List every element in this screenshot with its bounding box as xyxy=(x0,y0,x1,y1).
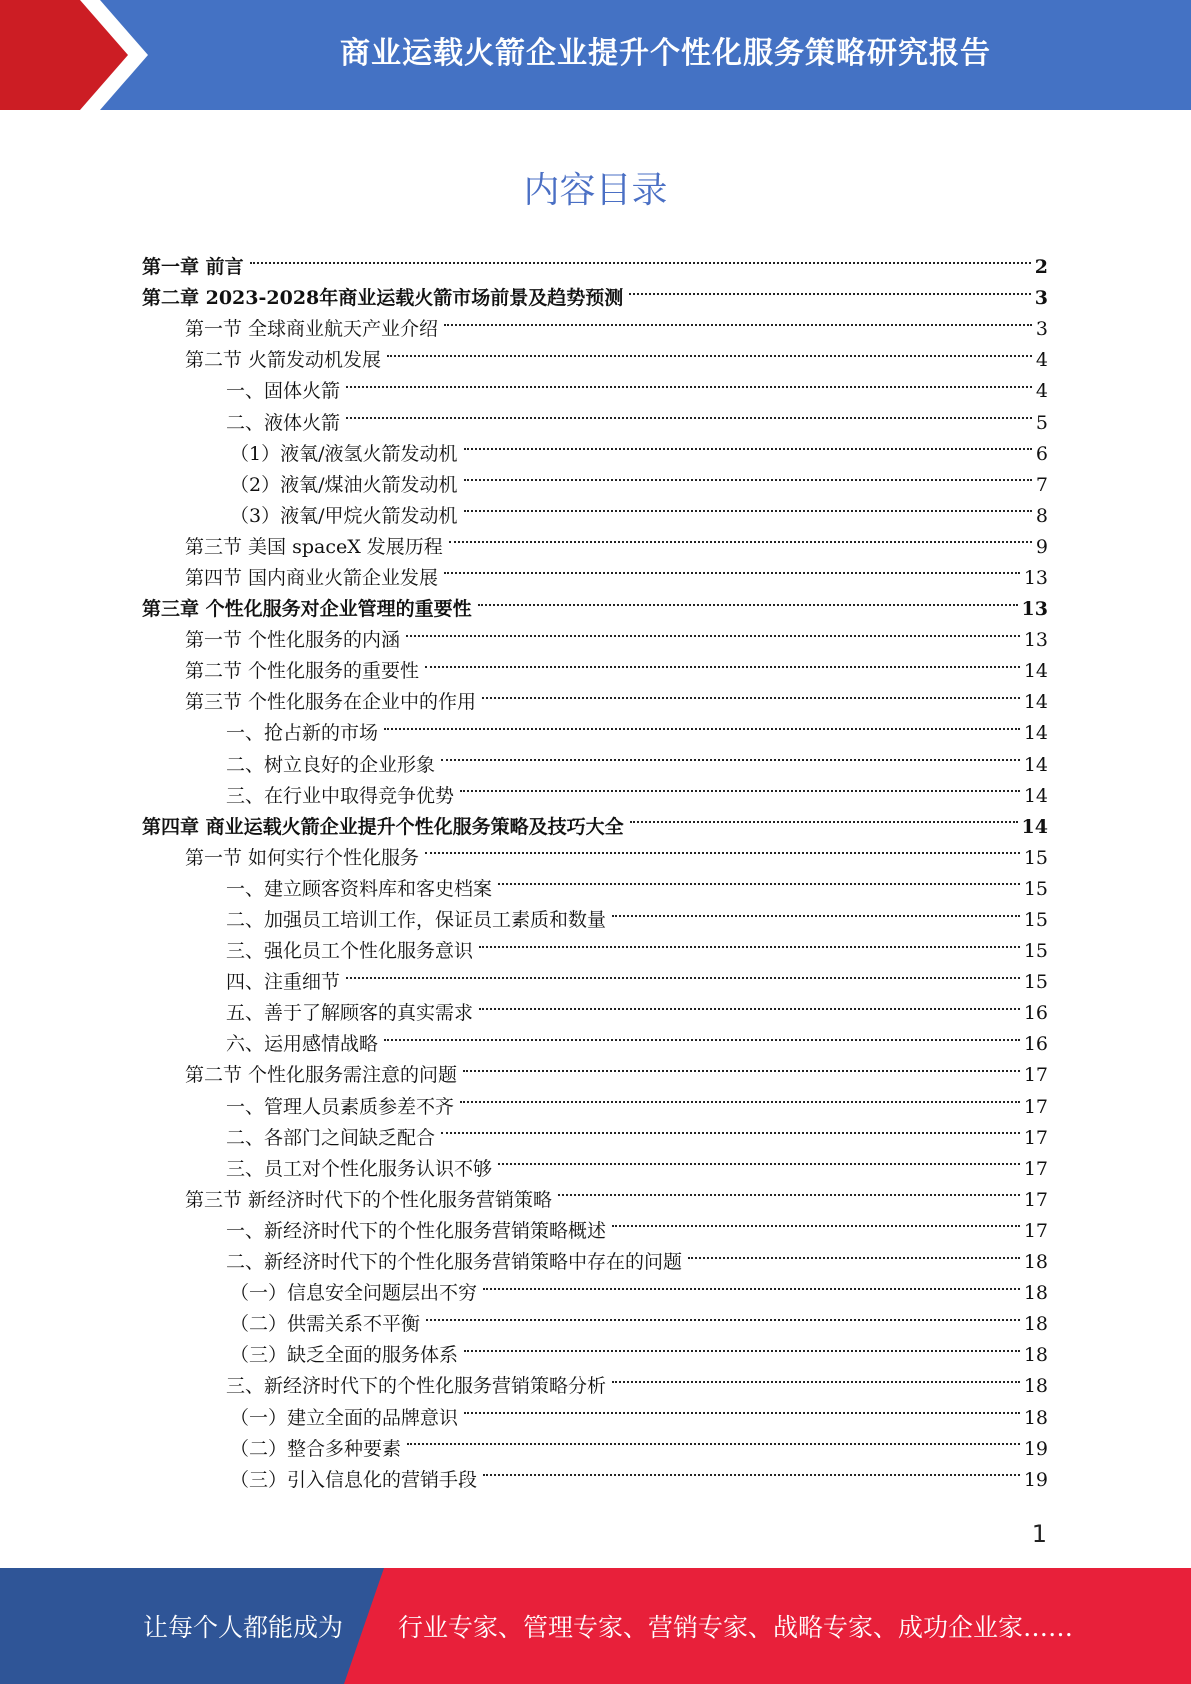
table-of-contents xyxy=(142,252,1048,1496)
toc-entry-page: 13 xyxy=(1023,566,1048,589)
toc-entry-label: 第三章 个性化服务对企业管理的重要性 xyxy=(142,598,472,621)
dot-leader xyxy=(464,1350,1020,1352)
page-footer xyxy=(0,1568,1191,1684)
dot-leader xyxy=(630,821,1018,823)
toc-entry[interactable] xyxy=(142,345,1048,376)
dot-leader xyxy=(612,915,1020,917)
toc-entry[interactable] xyxy=(142,1092,1048,1123)
toc-entry[interactable] xyxy=(142,905,1048,936)
dot-leader xyxy=(444,324,1032,326)
toc-entry-page: 3 xyxy=(1034,287,1048,310)
toc-entry-page: 18 xyxy=(1023,1406,1048,1429)
toc-entry[interactable] xyxy=(142,1154,1048,1185)
toc-entry-page: 8 xyxy=(1035,504,1048,527)
dot-leader xyxy=(482,697,1020,699)
toc-entry[interactable] xyxy=(142,750,1048,781)
dot-leader xyxy=(441,1132,1020,1134)
toc-entry[interactable] xyxy=(142,1309,1048,1340)
toc-entry[interactable] xyxy=(142,1060,1048,1091)
toc-entry[interactable] xyxy=(142,812,1048,843)
toc-entry-page: 13 xyxy=(1023,629,1048,652)
toc-entry[interactable] xyxy=(142,1402,1048,1433)
footer-slogan-left: 让每个人都能成为 xyxy=(143,1613,344,1642)
dot-leader xyxy=(460,1101,1020,1103)
toc-entry-label: 第四节 国内商业火箭企业发展 xyxy=(185,566,439,589)
dot-leader xyxy=(425,852,1020,854)
dot-leader xyxy=(464,510,1032,512)
toc-entry-label: （三）缺乏全面的服务体系 xyxy=(230,1344,459,1367)
toc-entry-label: 第三节 美国 spaceX 发展历程 xyxy=(185,535,443,558)
dot-leader xyxy=(479,1008,1020,1010)
toc-entry-page: 15 xyxy=(1023,909,1048,932)
toc-entry-label: 第二节 个性化服务的重要性 xyxy=(185,660,420,683)
toc-entry-page: 18 xyxy=(1023,1251,1048,1274)
footer-slogan-right: 行业专家、管理专家、营销专家、战略专家、成功企业家…… xyxy=(398,1613,1074,1642)
toc-entry-page: 6 xyxy=(1035,442,1048,465)
dot-leader xyxy=(346,417,1032,419)
toc-entry-label: 一、建立顾客资料库和客史档案 xyxy=(226,877,493,900)
dot-leader xyxy=(250,262,1031,264)
dot-leader xyxy=(346,386,1032,388)
dot-leader xyxy=(425,666,1020,668)
toc-entry[interactable] xyxy=(142,407,1048,438)
page-number: 1 xyxy=(1031,1520,1047,1548)
toc-entry-page: 4 xyxy=(1035,380,1048,403)
toc-entry-page: 17 xyxy=(1023,1064,1048,1087)
toc-entry-page: 15 xyxy=(1023,971,1048,994)
toc-entry-label: 一、固体火箭 xyxy=(226,380,341,403)
dot-leader xyxy=(478,604,1018,606)
dot-leader xyxy=(449,541,1032,543)
toc-entry[interactable] xyxy=(142,314,1048,345)
toc-entry-page: 2 xyxy=(1034,256,1048,279)
toc-entry-page: 15 xyxy=(1023,877,1048,900)
toc-entry-page: 18 xyxy=(1023,1282,1048,1305)
toc-entry[interactable] xyxy=(142,1434,1048,1465)
toc-entry-label: 第三节 新经济时代下的个性化服务营销策略 xyxy=(185,1188,553,1211)
toc-entry-page: 14 xyxy=(1021,815,1048,838)
page-header xyxy=(0,0,1191,110)
toc-entry-label: 二、新经济时代下的个性化服务营销策略中存在的问题 xyxy=(226,1251,683,1274)
toc-entry-label: 一、新经济时代下的个性化服务营销策略概述 xyxy=(226,1219,607,1242)
toc-entry[interactable] xyxy=(142,563,1048,594)
toc-entry-page: 7 xyxy=(1035,473,1048,496)
dot-leader xyxy=(384,1039,1020,1041)
toc-entry-page: 17 xyxy=(1023,1219,1048,1242)
toc-entry-label: 四、注重细节 xyxy=(226,971,341,994)
dot-leader xyxy=(498,883,1020,885)
toc-entry-page: 14 xyxy=(1023,691,1048,714)
dot-leader xyxy=(387,355,1032,357)
toc-entry[interactable] xyxy=(142,532,1048,563)
toc-entry-page: 14 xyxy=(1023,722,1048,745)
toc-entry[interactable] xyxy=(142,967,1048,998)
dot-leader xyxy=(426,1319,1020,1321)
toc-entry[interactable] xyxy=(142,439,1048,470)
toc-entry-page: 9 xyxy=(1035,535,1048,558)
toc-entry-label: 二、树立良好的企业形象 xyxy=(226,753,436,776)
toc-entry-label: 五、善于了解顾客的真实需求 xyxy=(226,1002,474,1025)
dot-leader xyxy=(483,1288,1020,1290)
toc-entry-page: 17 xyxy=(1023,1157,1048,1180)
toc-entry-label: 第二章 2023-2028年商业运载火箭市场前景及趋势预测 xyxy=(142,287,624,310)
dot-leader xyxy=(612,1381,1020,1383)
toc-entry-label: 第四章 商业运载火箭企业提升个性化服务策略及技巧大全 xyxy=(142,815,624,838)
dot-leader xyxy=(688,1257,1020,1259)
toc-entry-page: 5 xyxy=(1035,411,1048,434)
toc-title: 内容目录 xyxy=(523,170,668,211)
toc-entry-page: 14 xyxy=(1023,660,1048,683)
report-title: 商业运载火箭企业提升个性化服务策略研究报告 xyxy=(340,36,991,71)
toc-entry[interactable] xyxy=(142,1247,1048,1278)
toc-entry-label: 第一节 全球商业航天产业介绍 xyxy=(185,318,439,341)
toc-entry-label: （二）供需关系不平衡 xyxy=(230,1313,421,1336)
toc-entry[interactable] xyxy=(142,594,1048,625)
toc-entry-label: 三、强化员工个性化服务意识 xyxy=(226,940,474,963)
toc-entry-label: 三、新经济时代下的个性化服务营销策略分析 xyxy=(226,1375,607,1398)
toc-entry-page: 3 xyxy=(1035,318,1048,341)
dot-leader xyxy=(346,977,1020,979)
toc-entry-label: 第一节 个性化服务的内涵 xyxy=(185,629,401,652)
toc-entry[interactable] xyxy=(142,1278,1048,1309)
dot-leader xyxy=(441,759,1020,761)
toc-entry[interactable] xyxy=(142,1371,1048,1402)
toc-entry-label: 二、各部门之间缺乏配合 xyxy=(226,1126,436,1149)
toc-entry[interactable] xyxy=(142,1465,1048,1496)
toc-entry-page: 15 xyxy=(1023,846,1048,869)
toc-entry-page: 16 xyxy=(1023,1002,1048,1025)
toc-entry[interactable] xyxy=(142,718,1048,749)
toc-entry-label: 一、抢占新的市场 xyxy=(226,722,379,745)
toc-entry-label: 六、运用感情战略 xyxy=(226,1033,379,1056)
toc-entry[interactable] xyxy=(142,501,1048,532)
toc-entry[interactable] xyxy=(142,1340,1048,1371)
toc-entry-page: 17 xyxy=(1023,1095,1048,1118)
toc-entry[interactable] xyxy=(142,843,1048,874)
toc-entry-page: 18 xyxy=(1023,1344,1048,1367)
toc-entry-label: 二、加强员工培训工作，保证员工素质和数量 xyxy=(226,909,607,932)
toc-entry-page: 13 xyxy=(1021,598,1048,621)
dot-leader xyxy=(463,1070,1020,1072)
toc-entry-page: 18 xyxy=(1023,1313,1048,1336)
toc-entry[interactable] xyxy=(142,625,1048,656)
dot-leader xyxy=(629,293,1031,295)
toc-entry-page: 17 xyxy=(1023,1188,1048,1211)
toc-entry[interactable] xyxy=(142,874,1048,905)
toc-entry[interactable] xyxy=(142,1029,1048,1060)
dot-leader xyxy=(558,1194,1020,1196)
toc-entry[interactable] xyxy=(142,1216,1048,1247)
toc-entry-label: （二）整合多种要素 xyxy=(230,1437,402,1460)
toc-entry[interactable] xyxy=(142,656,1048,687)
toc-entry[interactable] xyxy=(142,936,1048,967)
toc-entry[interactable] xyxy=(142,687,1048,718)
toc-entry-page: 16 xyxy=(1023,1033,1048,1056)
toc-entry-label: （1）液氧/液氢火箭发动机 xyxy=(230,442,458,465)
toc-entry-label: 第三节 个性化服务在企业中的作用 xyxy=(185,691,477,714)
dot-leader xyxy=(479,946,1020,948)
dot-leader xyxy=(384,728,1020,730)
toc-entry-page: 19 xyxy=(1023,1468,1048,1491)
toc-entry[interactable] xyxy=(142,781,1048,812)
toc-entry-page: 19 xyxy=(1023,1437,1048,1460)
toc-entry-label: （三）引入信息化的营销手段 xyxy=(230,1468,478,1491)
toc-entry-page: 18 xyxy=(1023,1375,1048,1398)
dot-leader xyxy=(612,1225,1020,1227)
toc-entry[interactable] xyxy=(142,283,1048,314)
toc-entry-label: 第一节 如何实行个性化服务 xyxy=(185,846,420,869)
dot-leader xyxy=(460,790,1020,792)
toc-entry-page: 14 xyxy=(1023,784,1048,807)
dot-leader xyxy=(444,572,1020,574)
toc-entry-label: 第一章 前言 xyxy=(142,256,244,279)
toc-entry-label: 三、在行业中取得竞争优势 xyxy=(226,784,455,807)
toc-entry[interactable] xyxy=(142,470,1048,501)
dot-leader xyxy=(464,479,1032,481)
dot-leader xyxy=(464,1412,1020,1414)
toc-entry-page: 4 xyxy=(1035,349,1048,372)
toc-entry[interactable] xyxy=(142,1123,1048,1154)
toc-entry-page: 17 xyxy=(1023,1126,1048,1149)
dot-leader xyxy=(407,1443,1020,1445)
toc-entry-label: 一、管理人员素质参差不齐 xyxy=(226,1095,455,1118)
toc-entry[interactable] xyxy=(142,1185,1048,1216)
toc-entry-label: （3）液氧/甲烷火箭发动机 xyxy=(230,504,458,527)
toc-entry-label: （一）信息安全问题层出不穷 xyxy=(230,1282,478,1305)
toc-entry[interactable] xyxy=(142,252,1048,283)
toc-entry-label: 第二节 火箭发动机发展 xyxy=(185,349,382,372)
dot-leader xyxy=(406,635,1020,637)
dot-leader xyxy=(498,1163,1020,1165)
dot-leader xyxy=(464,448,1032,450)
toc-entry-page: 14 xyxy=(1023,753,1048,776)
dot-leader xyxy=(483,1474,1020,1476)
toc-entry-label: 三、员工对个性化服务认识不够 xyxy=(226,1157,493,1180)
toc-entry-label: 二、液体火箭 xyxy=(226,411,341,434)
toc-entry-label: （一）建立全面的品牌意识 xyxy=(230,1406,459,1429)
toc-entry-label: 第二节 个性化服务需注意的问题 xyxy=(185,1064,458,1087)
toc-entry-label: （2）液氧/煤油火箭发动机 xyxy=(230,473,458,496)
toc-entry[interactable] xyxy=(142,376,1048,407)
toc-entry[interactable] xyxy=(142,998,1048,1029)
toc-entry-page: 15 xyxy=(1023,940,1048,963)
